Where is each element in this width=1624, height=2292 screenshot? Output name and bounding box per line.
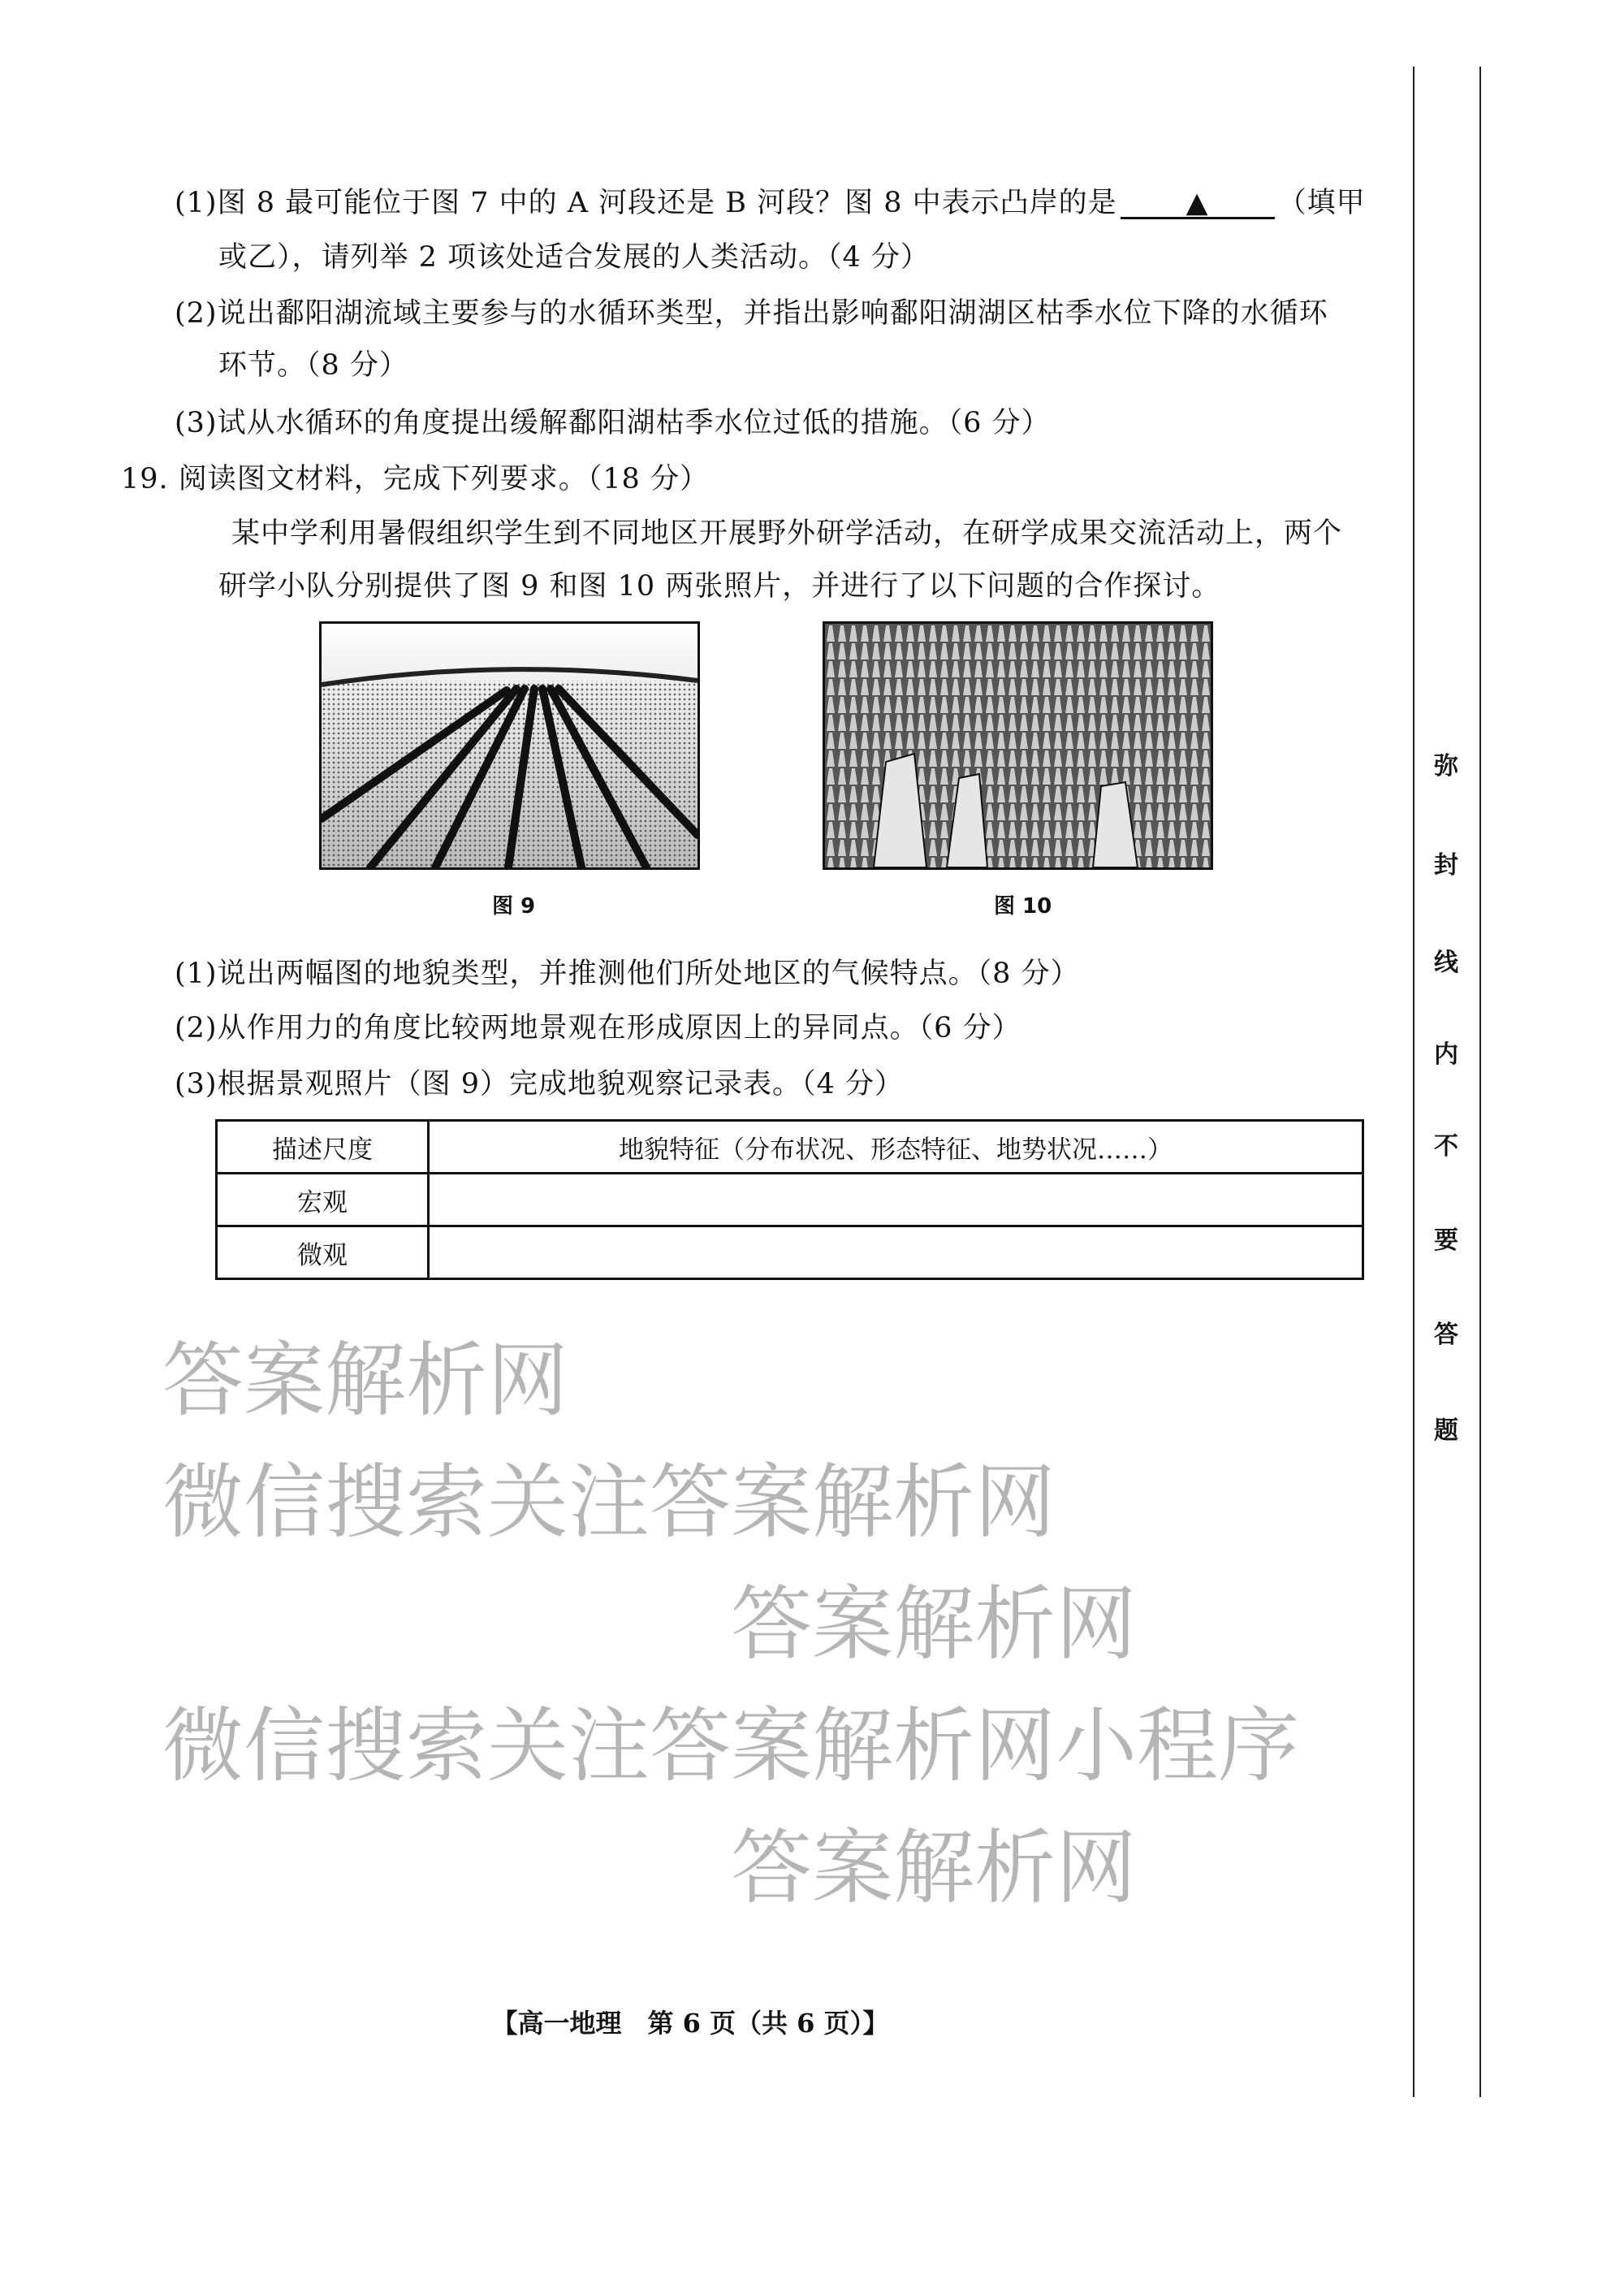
margin-char: 答 (1434, 1321, 1458, 1349)
q18-1-text-b: （填甲 (1277, 187, 1366, 219)
q18-2-line1: (2)说出鄱阳湖流域主要参与的水循环类型，并指出影响鄱阳湖湖区枯季水位下降的水循环 (175, 297, 1328, 330)
watermark: 微信搜索关注答案解析网 (162, 1455, 1056, 1550)
row-label-micro: 微观 (217, 1226, 429, 1279)
answer-cell-macro[interactable] (429, 1174, 1363, 1226)
q18-2-line2: 环节。（8 分） (218, 349, 408, 382)
margin-line-inner (1413, 67, 1415, 2097)
watermark: 答案解析网 (731, 1576, 1137, 1671)
header-scale: 描述尺度 (217, 1121, 429, 1174)
watermark: 微信搜索关注答案解析网小程序 (162, 1698, 1299, 1793)
triangle-marker: ▲ (1186, 187, 1209, 219)
figure-9-caption: 图 9 (492, 894, 536, 919)
margin-line-outer (1479, 67, 1481, 2097)
q18-1-line2: 或乙），请列举 2 项该处适合发展的人类活动。（4 分） (218, 241, 930, 274)
figure-10-photo (823, 621, 1213, 870)
margin-char: 封 (1434, 851, 1458, 880)
landform-record-table (215, 1119, 1364, 1280)
page-footer: 【高一地理 第 6 页（共 6 页）】 (491, 2008, 889, 2039)
margin-char: 弥 (1434, 752, 1458, 781)
figure-9-photo (319, 621, 700, 870)
table-row (217, 1174, 1363, 1226)
header-features: 地貌特征（分布状况、形态特征、地势状况……） (429, 1121, 1363, 1174)
margin-char: 线 (1434, 949, 1458, 977)
table-header-row (217, 1121, 1363, 1174)
answer-cell-micro[interactable] (429, 1226, 1363, 1279)
table-row (217, 1226, 1363, 1279)
q18-1-line1 (175, 180, 1366, 221)
row-label-macro: 宏观 (217, 1174, 429, 1226)
watermark: 答案解析网 (731, 1820, 1137, 1915)
watermark: 答案解析网 (162, 1333, 568, 1428)
q19-title: 19. 阅读图文材料，完成下列要求。（18 分） (121, 463, 709, 495)
q19-3: (3)根据景观照片（图 9）完成地貌观察记录表。（4 分） (175, 1068, 904, 1101)
q19-material-line2: 研学小队分别提供了图 9 和图 10 两张照片，并进行了以下问题的合作探讨。 (218, 570, 1221, 603)
q19-material-line1: 某中学利用暑假组织学生到不同地区开展野外研学活动，在研学成果交流活动上，两个 (231, 517, 1343, 550)
margin-char: 题 (1434, 1416, 1458, 1445)
answer-blank[interactable] (1121, 189, 1275, 219)
margin-char: 不 (1434, 1132, 1458, 1161)
margin-char: 要 (1434, 1226, 1458, 1255)
q19-2: (2)从作用力的角度比较两地景观在形成原因上的异同点。（6 分） (175, 1012, 1021, 1044)
q18-1-text-a: (1)图 8 最可能位于图 7 中的 A 河段还是 B 河段？图 8 中表示凸岸的是 (175, 187, 1117, 219)
q18-3: (3)试从水循环的角度提出缓解鄱阳湖枯季水位过低的措施。（6 分） (175, 407, 1051, 439)
margin-char: 内 (1434, 1040, 1458, 1069)
figure-10-caption: 图 10 (994, 894, 1052, 919)
q19-1: (1)说出两幅图的地貌类型，并推测他们所处地区的气候特点。（8 分） (175, 958, 1080, 990)
